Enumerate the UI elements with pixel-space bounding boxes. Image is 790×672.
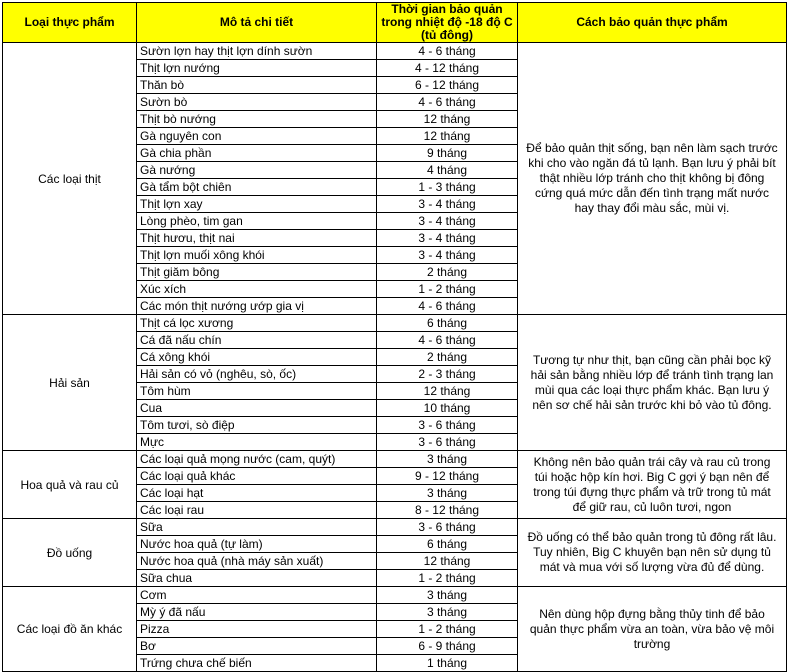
description-cell: Cua bbox=[137, 400, 377, 417]
description-cell: Các loại rau bbox=[137, 502, 377, 519]
duration-cell: 4 - 12 tháng bbox=[377, 60, 518, 77]
description-cell: Thịt lợn xay bbox=[137, 196, 377, 213]
duration-cell: 4 - 6 tháng bbox=[377, 332, 518, 349]
description-cell: Thịt cá lọc xương bbox=[137, 315, 377, 332]
duration-cell: 3 - 4 tháng bbox=[377, 247, 518, 264]
description-cell: Bơ bbox=[137, 638, 377, 655]
duration-cell: 6 - 9 tháng bbox=[377, 638, 518, 655]
duration-cell: 1 - 2 tháng bbox=[377, 570, 518, 587]
description-cell: Thịt giăm bông bbox=[137, 264, 377, 281]
duration-cell: 10 tháng bbox=[377, 400, 518, 417]
duration-cell: 8 - 12 tháng bbox=[377, 502, 518, 519]
duration-cell: 2 tháng bbox=[377, 264, 518, 281]
category-cell: Hoa quả và rau củ bbox=[3, 451, 137, 519]
method-cell: Nên dùng hộp đựng bằng thủy tinh để bảo quản thực phẩm vừa an toàn, vừa bảo vệ môi trường bbox=[518, 587, 787, 672]
duration-cell: 3 tháng bbox=[377, 604, 518, 621]
description-cell: Thịt lợn muối xông khói bbox=[137, 247, 377, 264]
description-cell: Sườn lợn hay thịt lợn dính sườn bbox=[137, 43, 377, 60]
duration-cell: 4 - 6 tháng bbox=[377, 43, 518, 60]
description-cell: Cá xông khói bbox=[137, 349, 377, 366]
duration-cell: 4 - 6 tháng bbox=[377, 298, 518, 315]
duration-cell: 6 tháng bbox=[377, 315, 518, 332]
method-cell: Tương tự như thịt, bạn cũng cần phải bọc kỹ hải sản bằng nhiều lớp để tránh tình trạng lan mùi qua các loại thực phẩm khác. Bạn lưu ý nên sơ chế hải sản trước khi bỏ vào tủ đông. bbox=[518, 315, 787, 451]
duration-cell: 3 tháng bbox=[377, 451, 518, 468]
duration-cell: 3 - 4 tháng bbox=[377, 230, 518, 247]
table-row bbox=[3, 587, 787, 604]
duration-cell: 12 tháng bbox=[377, 128, 518, 145]
duration-cell: 1 tháng bbox=[377, 655, 518, 672]
duration-cell: 9 - 12 tháng bbox=[377, 468, 518, 485]
table-body bbox=[3, 43, 787, 672]
description-cell: Gà chia phần bbox=[137, 145, 377, 162]
duration-cell: 6 - 12 tháng bbox=[377, 77, 518, 94]
duration-cell: 3 - 6 tháng bbox=[377, 434, 518, 451]
header-description: Mô tả chi tiết bbox=[137, 3, 377, 43]
duration-cell: 2 - 3 tháng bbox=[377, 366, 518, 383]
description-cell: Nước hoa quả (nhà máy sản xuất) bbox=[137, 553, 377, 570]
duration-cell: 1 - 3 tháng bbox=[377, 179, 518, 196]
category-cell: Các loại đồ ăn khác bbox=[3, 587, 137, 672]
description-cell: Sữa chua bbox=[137, 570, 377, 587]
header-method: Cách bảo quản thực phẩm bbox=[518, 3, 787, 43]
description-cell: Cơm bbox=[137, 587, 377, 604]
header-category: Loại thực phẩm bbox=[3, 3, 137, 43]
category-cell: Các loại thịt bbox=[3, 43, 137, 315]
description-cell: Các loại quả khác bbox=[137, 468, 377, 485]
duration-cell: 3 - 6 tháng bbox=[377, 417, 518, 434]
description-cell: Các món thịt nướng ướp gia vị bbox=[137, 298, 377, 315]
method-cell: Để bảo quản thịt sống, bạn nên làm sạch trước khi cho vào ngăn đá tủ lạnh. Bạn lưu ý phải bít thật nhiều lớp tránh cho thịt không bị đông cứng quá mức dẫn đến tình trạng mất nước hay thay đổi màu sắc, mùi vị. bbox=[518, 43, 787, 315]
method-cell: Đồ uống có thể bảo quản trong tủ đông rất lâu. Tuy nhiên, Big C khuyên bạn nên sử dụng tủ mát và mua với số lượng vừa đủ để dùng. bbox=[518, 519, 787, 587]
table-row bbox=[3, 315, 787, 332]
duration-cell: 2 tháng bbox=[377, 349, 518, 366]
description-cell: Hải sản có vỏ (nghêu, sò, ốc) bbox=[137, 366, 377, 383]
description-cell: Gà nguyên con bbox=[137, 128, 377, 145]
duration-cell: 3 tháng bbox=[377, 485, 518, 502]
description-cell: Mỳ ý đã nấu bbox=[137, 604, 377, 621]
description-cell: Cá đã nấu chín bbox=[137, 332, 377, 349]
description-cell: Thịt hươu, thịt nai bbox=[137, 230, 377, 247]
description-cell: Các loại quả mọng nước (cam, quýt) bbox=[137, 451, 377, 468]
food-storage-table bbox=[2, 2, 787, 672]
description-cell: Tôm tươi, sò điệp bbox=[137, 417, 377, 434]
description-cell: Sườn bò bbox=[137, 94, 377, 111]
category-cell: Đồ uống bbox=[3, 519, 137, 587]
description-cell: Nước hoa quả (tự làm) bbox=[137, 536, 377, 553]
table-row bbox=[3, 451, 787, 468]
description-cell: Lòng phèo, tim gan bbox=[137, 213, 377, 230]
description-cell: Gà nướng bbox=[137, 162, 377, 179]
duration-cell: 1 - 2 tháng bbox=[377, 281, 518, 298]
category-cell: Hải sản bbox=[3, 315, 137, 451]
description-cell: Thăn bò bbox=[137, 77, 377, 94]
description-cell: Sữa bbox=[137, 519, 377, 536]
header-duration: Thời gian bảo quản trong nhiệt độ -18 độ C (tủ đông) bbox=[377, 3, 518, 43]
description-cell: Gà tẩm bột chiên bbox=[137, 179, 377, 196]
duration-cell: 4 tháng bbox=[377, 162, 518, 179]
duration-cell: 12 tháng bbox=[377, 553, 518, 570]
description-cell: Các loại hạt bbox=[137, 485, 377, 502]
duration-cell: 6 tháng bbox=[377, 536, 518, 553]
duration-cell: 3 - 6 tháng bbox=[377, 519, 518, 536]
description-cell: Xúc xích bbox=[137, 281, 377, 298]
duration-cell: 12 tháng bbox=[377, 383, 518, 400]
description-cell: Trứng chưa chế biến bbox=[137, 655, 377, 672]
table-row bbox=[3, 519, 787, 536]
description-cell: Thịt lợn nướng bbox=[137, 60, 377, 77]
description-cell: Pizza bbox=[137, 621, 377, 638]
description-cell: Mực bbox=[137, 434, 377, 451]
duration-cell: 1 - 2 tháng bbox=[377, 621, 518, 638]
duration-cell: 12 tháng bbox=[377, 111, 518, 128]
table-row bbox=[3, 43, 787, 60]
duration-cell: 3 tháng bbox=[377, 587, 518, 604]
header-row bbox=[3, 3, 787, 43]
duration-cell: 3 - 4 tháng bbox=[377, 213, 518, 230]
method-cell: Không nên bảo quản trái cây và rau củ trong túi hoặc hộp kín hơi. Big C gợi ý bạn nên để trong túi đựng thực phẩm và trữ trong tủ mát để giữ rau, củ luôn tươi, ngon bbox=[518, 451, 787, 519]
description-cell: Tôm hùm bbox=[137, 383, 377, 400]
description-cell: Thịt bò nướng bbox=[137, 111, 377, 128]
duration-cell: 4 - 6 tháng bbox=[377, 94, 518, 111]
duration-cell: 3 - 4 tháng bbox=[377, 196, 518, 213]
duration-cell: 9 tháng bbox=[377, 145, 518, 162]
